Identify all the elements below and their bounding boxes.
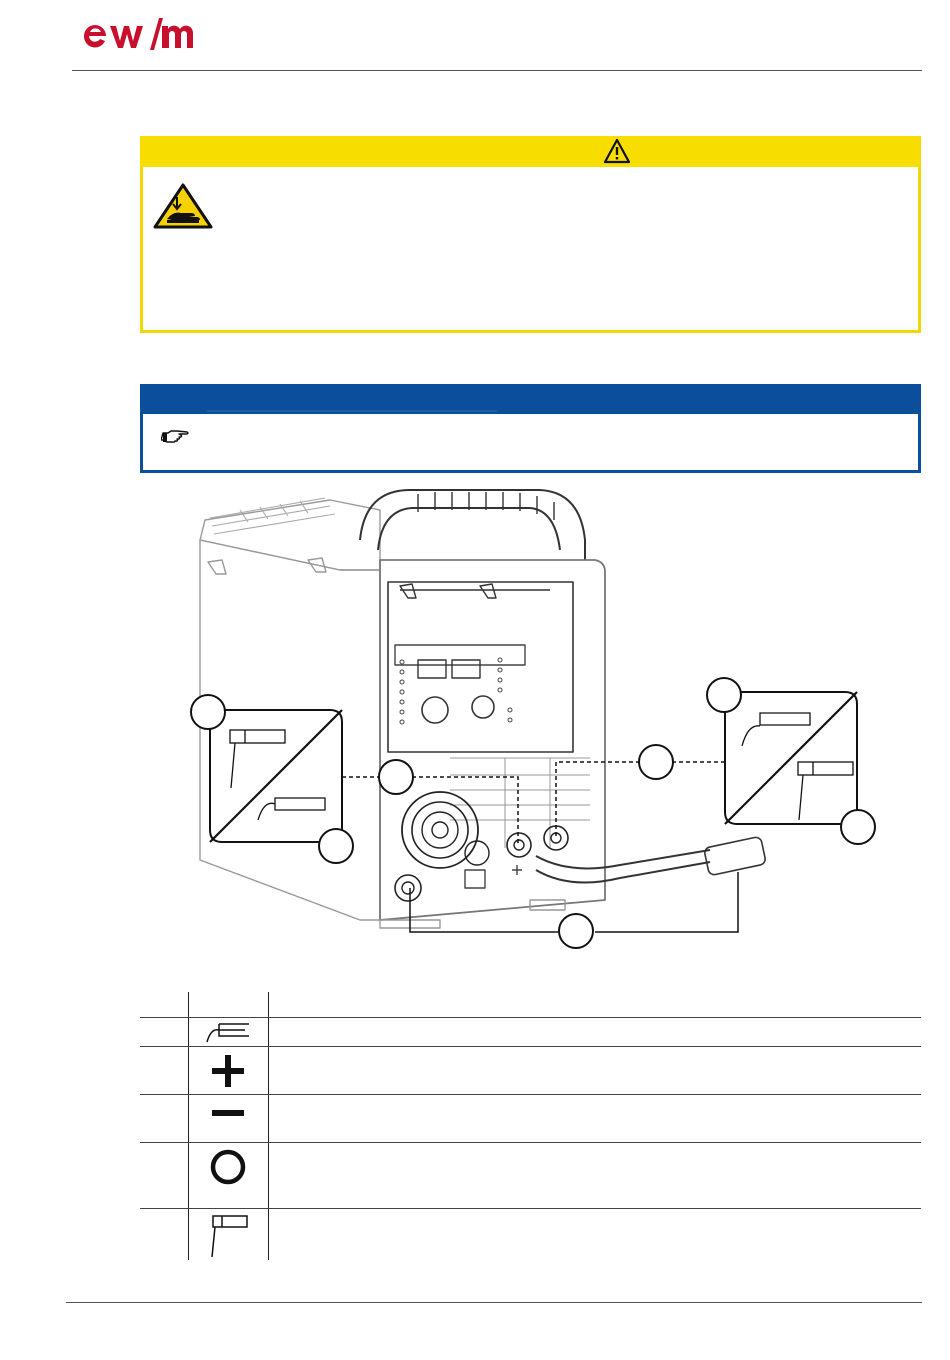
- warning-triangle-icon: [603, 138, 631, 164]
- warning-box: [140, 136, 921, 333]
- torch-symbol-icon: [188, 1020, 268, 1044]
- minus-symbol-icon: [188, 1106, 268, 1120]
- electrode-holder-symbol-icon: [188, 1214, 268, 1258]
- pointing-hand-icon: [161, 429, 189, 445]
- note-box: [140, 384, 921, 473]
- warning-header-bar: [140, 136, 921, 167]
- welding-machine-diagram: [150, 480, 910, 960]
- ewm-logo-icon: [80, 14, 215, 54]
- legend-table: [140, 992, 921, 1260]
- plus-symbol-icon: [188, 1054, 268, 1088]
- footer-divider: [66, 1302, 922, 1303]
- header-divider: [72, 70, 922, 71]
- circle-symbol-icon: [188, 1149, 268, 1185]
- brand-logo: [80, 14, 215, 54]
- crushing-hand-hazard-icon: [153, 183, 213, 229]
- note-header-bar: [140, 384, 921, 414]
